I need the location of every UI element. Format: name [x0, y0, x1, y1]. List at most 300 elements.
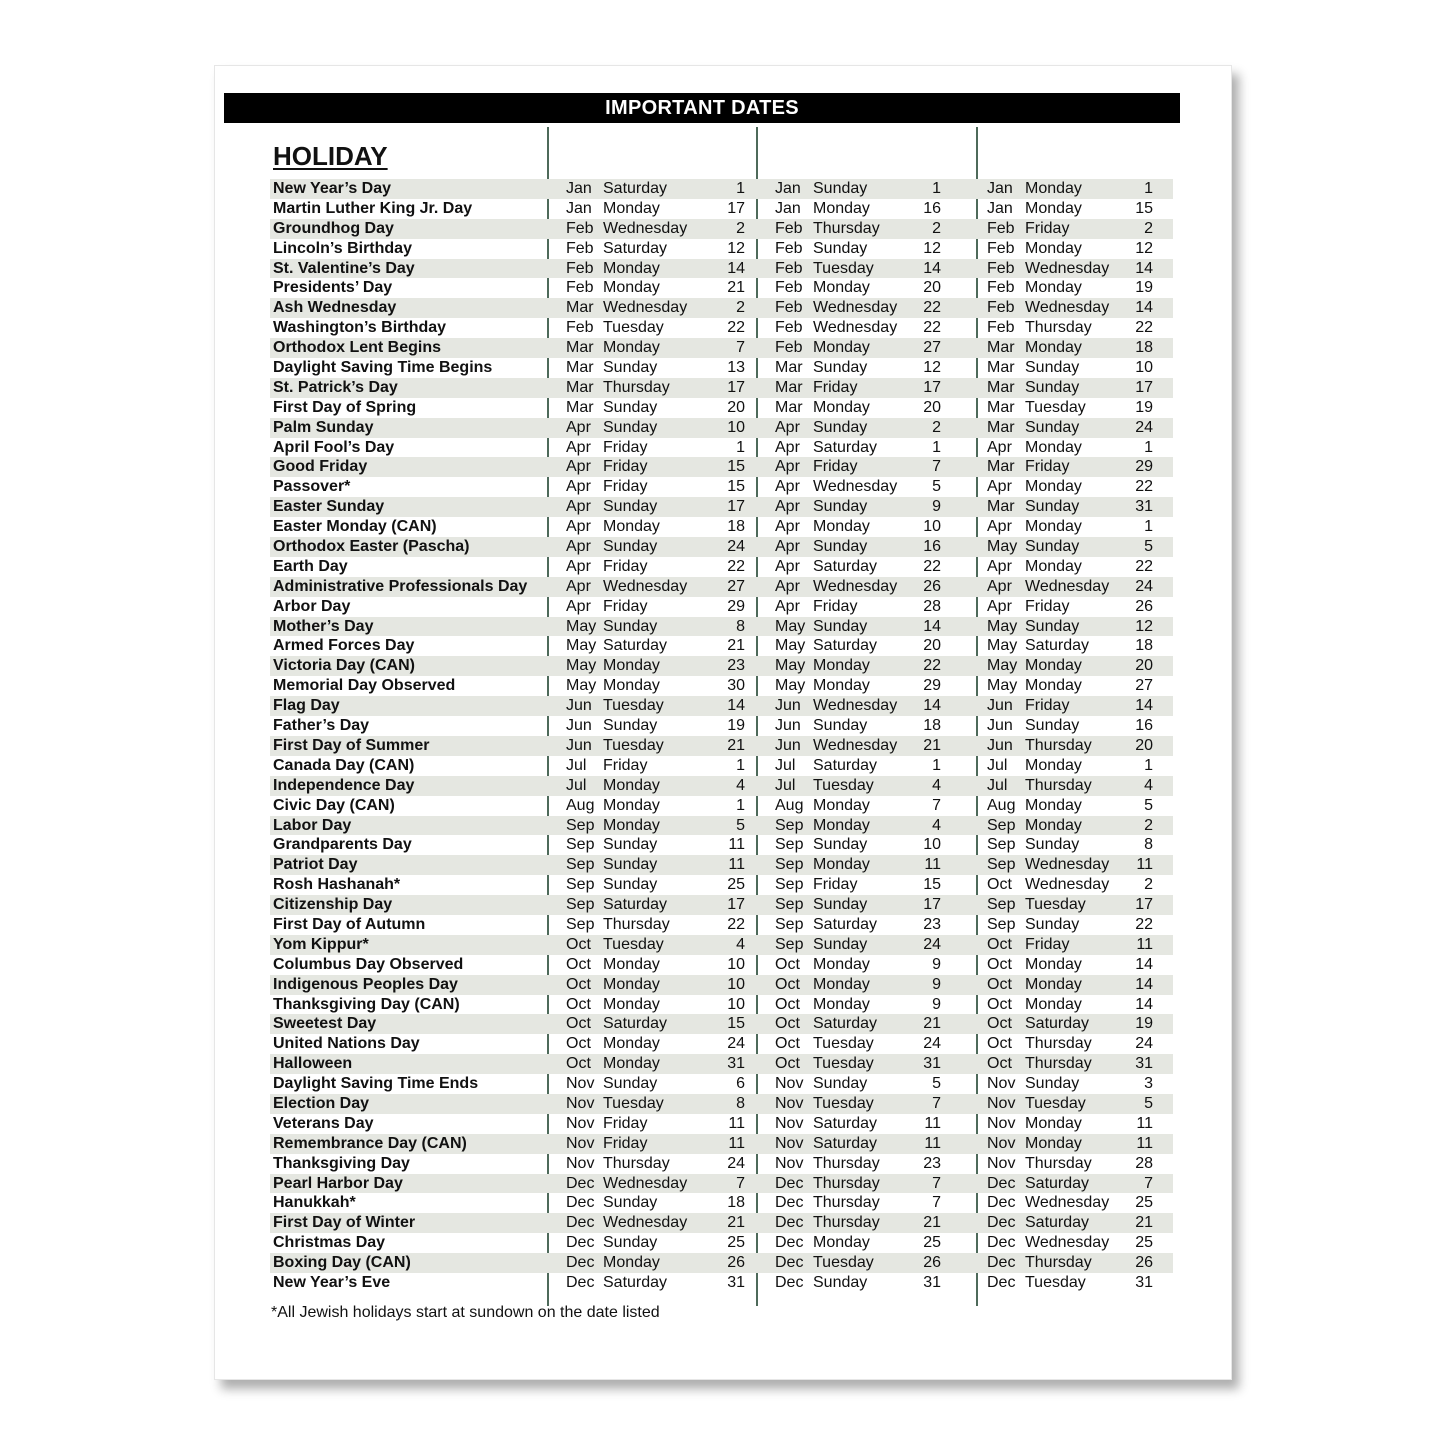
date-cell: 20	[923, 637, 941, 655]
date-cell: 17	[923, 896, 941, 914]
holiday-name: Civic Day (CAN)	[273, 796, 395, 814]
holiday-name: Lincoln’s Birthday	[273, 239, 412, 257]
holiday-name: Easter Monday (CAN)	[273, 518, 437, 536]
date-cell: 11	[728, 836, 745, 854]
date-cell: 1	[736, 180, 745, 197]
holiday-row	[0, 438, 1445, 458]
date-cell: 7	[932, 1174, 941, 1192]
date-cell: 12	[1135, 239, 1153, 257]
date-cell: 19	[1135, 1015, 1153, 1033]
weekday-cell: Wednesday	[813, 736, 898, 754]
holiday-name: Thanksgiving Day (CAN)	[273, 995, 460, 1013]
holiday-name: Veterans Day	[273, 1114, 374, 1132]
weekday-cell: Tuesday	[603, 697, 664, 715]
holiday-name: Thanksgiving Day	[273, 1154, 410, 1172]
holiday-name: Patriot Day	[273, 856, 358, 874]
weekday-cell: Wednesday	[813, 478, 898, 496]
month-cell: Mar	[566, 299, 594, 317]
weekday-cell: Tuesday	[1025, 896, 1086, 914]
month-cell: Sep	[987, 856, 1016, 874]
weekday-cell: Saturday	[1025, 637, 1090, 655]
weekday-cell: Sunday	[813, 1075, 868, 1093]
weekday-cell: Friday	[603, 458, 648, 476]
month-cell: Dec	[566, 1273, 595, 1291]
date-cell: 14	[1135, 697, 1153, 715]
weekday-cell: Monday	[813, 398, 870, 416]
holiday-name: Halloween	[273, 1055, 353, 1073]
holiday-name: Election Day	[273, 1094, 370, 1112]
weekday-cell: Sunday	[603, 498, 658, 516]
weekday-cell: Monday	[603, 518, 660, 536]
holiday-name: Earth Day	[273, 557, 348, 575]
weekday-cell: Saturday	[1025, 1214, 1090, 1232]
holiday-row	[0, 298, 1445, 318]
date-cell: 17	[727, 199, 745, 217]
date-cell: 12	[923, 359, 941, 377]
weekday-cell: Thursday	[813, 1154, 880, 1172]
weekday-cell: Wednesday	[813, 319, 898, 337]
date-cell: 25	[727, 1234, 745, 1252]
weekday-cell: Friday	[813, 458, 858, 476]
weekday-cell: Sunday	[603, 876, 658, 894]
date-cell: 27	[1135, 677, 1153, 695]
holiday-name: Palm Sunday	[273, 418, 374, 436]
weekday-cell: Monday	[603, 796, 660, 814]
weekday-cell: Wednesday	[1025, 259, 1110, 277]
holiday-name: Orthodox Lent Begins	[273, 339, 441, 357]
weekday-cell: Monday	[1025, 339, 1082, 357]
holiday-row	[0, 676, 1445, 696]
month-cell: Sep	[775, 836, 804, 854]
date-cell: 26	[923, 1254, 941, 1272]
month-cell: Sep	[987, 896, 1016, 914]
holiday-name: Canada Day (CAN)	[273, 756, 415, 774]
weekday-cell: Monday	[1025, 478, 1082, 496]
weekday-cell: Saturday	[603, 896, 668, 914]
date-cell: 29	[1135, 458, 1153, 476]
date-cell: 23	[727, 657, 745, 675]
date-cell: 14	[727, 697, 745, 715]
date-cell: 21	[727, 1214, 745, 1232]
weekday-cell: Sunday	[603, 617, 658, 635]
date-cell: 22	[923, 319, 941, 337]
weekday-cell: Monday	[603, 1254, 660, 1272]
month-cell: Dec	[987, 1174, 1016, 1192]
date-cell: 4	[932, 776, 941, 794]
month-cell: Nov	[566, 1075, 595, 1093]
month-cell: Dec	[775, 1273, 804, 1291]
date-cell: 29	[923, 677, 941, 695]
weekday-cell: Sunday	[1025, 538, 1080, 556]
month-cell: Oct	[987, 1055, 1012, 1073]
date-cell: 4	[736, 935, 745, 953]
weekday-cell: Saturday	[813, 557, 878, 575]
weekday-cell: Saturday	[813, 915, 878, 933]
month-cell: May	[775, 677, 806, 695]
holiday-row	[0, 975, 1445, 995]
weekday-cell: Monday	[603, 259, 660, 277]
weekday-cell: Tuesday	[813, 1035, 874, 1053]
date-cell: 11	[728, 1134, 745, 1152]
date-cell: 18	[1135, 637, 1153, 655]
weekday-cell: Sunday	[813, 359, 868, 377]
weekday-cell: Sunday	[603, 1234, 658, 1252]
date-cell: 2	[736, 299, 745, 317]
weekday-cell: Monday	[1025, 199, 1082, 217]
weekday-cell: Friday	[603, 597, 648, 615]
month-cell: Apr	[566, 577, 591, 595]
month-cell: Dec	[775, 1214, 804, 1232]
weekday-cell: Thursday	[1025, 1154, 1092, 1172]
month-cell: Sep	[775, 935, 804, 953]
holiday-name: First Day of Autumn	[273, 915, 426, 933]
date-cell: 24	[923, 1035, 941, 1053]
month-cell: Jul	[566, 776, 587, 794]
weekday-cell: Thursday	[1025, 1055, 1092, 1073]
weekday-cell: Thursday	[603, 1154, 670, 1172]
holiday-name: First Day of Winter	[273, 1214, 416, 1232]
holiday-name: Remembrance Day (CAN)	[273, 1134, 467, 1152]
weekday-cell: Sunday	[813, 836, 868, 854]
weekday-cell: Tuesday	[1025, 1094, 1086, 1112]
date-cell: 11	[924, 1114, 941, 1132]
holiday-name: Washington’s Birthday	[273, 319, 447, 337]
weekday-cell: Sunday	[603, 1075, 658, 1093]
month-cell: Jun	[987, 717, 1013, 735]
date-cell: 24	[727, 1035, 745, 1053]
month-cell: Oct	[987, 955, 1012, 973]
month-cell: Apr	[775, 498, 800, 516]
date-cell: 24	[923, 935, 941, 953]
holiday-name: Martin Luther King Jr. Day	[273, 199, 473, 217]
month-cell: Dec	[566, 1234, 595, 1252]
weekday-cell: Monday	[813, 955, 870, 973]
weekday-cell: Monday	[603, 677, 660, 695]
month-cell: Oct	[987, 1015, 1012, 1033]
weekday-cell: Sunday	[603, 359, 658, 377]
month-cell: Apr	[566, 557, 591, 575]
weekday-cell: Monday	[1025, 796, 1082, 814]
date-cell: 2	[736, 219, 745, 237]
date-cell: 25	[727, 876, 745, 894]
weekday-cell: Monday	[1025, 995, 1082, 1013]
month-cell: Nov	[775, 1094, 804, 1112]
weekday-cell: Sunday	[1025, 359, 1080, 377]
month-cell: Aug	[987, 796, 1016, 814]
weekday-cell: Tuesday	[603, 319, 664, 337]
month-cell: Feb	[775, 279, 803, 297]
weekday-cell: Monday	[603, 975, 660, 993]
date-cell: 14	[1135, 995, 1153, 1013]
date-cell: 15	[727, 478, 745, 496]
weekday-cell: Monday	[603, 657, 660, 675]
month-cell: Sep	[566, 896, 595, 914]
holiday-row	[0, 1094, 1445, 1114]
month-cell: Mar	[566, 378, 594, 396]
month-cell: Feb	[775, 259, 803, 277]
date-cell: 7	[932, 458, 941, 476]
month-cell: Aug	[775, 796, 804, 814]
month-cell: May	[566, 657, 597, 675]
date-cell: 5	[736, 816, 745, 834]
date-cell: 17	[727, 378, 745, 396]
holiday-name: Columbus Day Observed	[273, 955, 464, 973]
holiday-row	[0, 378, 1445, 398]
weekday-cell: Thursday	[603, 915, 670, 933]
month-cell: May	[987, 617, 1018, 635]
weekday-cell: Thursday	[813, 1194, 880, 1212]
holiday-name: Ash Wednesday	[273, 299, 397, 317]
weekday-cell: Monday	[1025, 557, 1082, 575]
month-cell: Dec	[566, 1174, 595, 1192]
holiday-row	[0, 895, 1445, 915]
date-cell: 24	[1135, 577, 1153, 595]
holiday-row	[0, 696, 1445, 716]
month-cell: Feb	[775, 319, 803, 337]
month-cell: Apr	[775, 538, 800, 556]
date-cell: 10	[727, 975, 745, 993]
month-cell: Oct	[987, 995, 1012, 1013]
weekday-cell: Monday	[813, 199, 870, 217]
month-cell: Aug	[566, 796, 595, 814]
holiday-heading: HOLIDAY	[273, 141, 388, 171]
date-cell: 14	[1135, 975, 1153, 993]
month-cell: Oct	[566, 975, 591, 993]
weekday-cell: Saturday	[1025, 1174, 1090, 1192]
holiday-name: Victoria Day (CAN)	[273, 657, 415, 675]
holiday-row	[0, 736, 1445, 756]
date-cell: 24	[1135, 418, 1153, 436]
date-cell: 1	[736, 756, 745, 774]
weekday-cell: Tuesday	[1025, 398, 1086, 416]
weekday-cell: Friday	[813, 876, 858, 894]
date-cell: 15	[727, 458, 745, 476]
date-cell: 5	[1144, 538, 1153, 556]
weekday-cell: Monday	[813, 657, 870, 675]
month-cell: Apr	[775, 418, 800, 436]
month-cell: May	[987, 677, 1018, 695]
date-cell: 24	[727, 538, 745, 556]
month-cell: Feb	[775, 239, 803, 257]
holiday-name: Sweetest Day	[273, 1015, 377, 1033]
month-cell: Sep	[775, 915, 804, 933]
weekday-cell: Monday	[813, 796, 870, 814]
weekday-cell: Sunday	[813, 717, 868, 735]
month-cell: Dec	[775, 1174, 804, 1192]
date-cell: 10	[727, 955, 745, 973]
weekday-cell: Thursday	[1025, 736, 1092, 754]
weekday-cell: Sunday	[1025, 717, 1080, 735]
weekday-cell: Sunday	[603, 836, 658, 854]
holiday-row	[0, 716, 1445, 736]
month-cell: Dec	[987, 1214, 1016, 1232]
holiday-name: Independence Day	[273, 776, 415, 794]
weekday-cell: Saturday	[813, 1114, 878, 1132]
date-cell: 13	[727, 359, 745, 377]
date-cell: 22	[1135, 915, 1153, 933]
holiday-name: New Year’s Day	[273, 180, 392, 197]
holiday-name: Arbor Day	[273, 597, 351, 615]
holiday-name: Daylight Saving Time Begins	[273, 359, 493, 377]
date-cell: 9	[932, 498, 941, 516]
month-cell: Feb	[987, 299, 1015, 317]
month-cell: May	[987, 657, 1018, 675]
month-cell: Apr	[566, 597, 591, 615]
month-cell: Mar	[987, 339, 1015, 357]
date-cell: 31	[1135, 498, 1153, 516]
weekday-cell: Saturday	[603, 239, 668, 257]
weekday-cell: Wednesday	[813, 577, 898, 595]
date-cell: 29	[727, 597, 745, 615]
holiday-name: Good Friday	[273, 458, 368, 476]
month-cell: May	[775, 637, 806, 655]
holiday-row	[0, 617, 1445, 637]
date-cell: 21	[923, 1015, 941, 1033]
weekday-cell: Wednesday	[813, 697, 898, 715]
weekday-cell: Wednesday	[1025, 1234, 1110, 1252]
month-cell: Mar	[987, 498, 1015, 516]
weekday-cell: Friday	[1025, 697, 1070, 715]
date-cell: 22	[727, 557, 745, 575]
month-cell: Apr	[566, 518, 591, 536]
holiday-name: United Nations Day	[273, 1035, 420, 1053]
month-cell: Mar	[775, 398, 803, 416]
month-cell: Nov	[775, 1114, 804, 1132]
date-cell: 2	[1144, 219, 1153, 237]
holiday-name: Presidents’ Day	[273, 279, 393, 297]
holiday-name: Mother’s Day	[273, 617, 374, 635]
weekday-cell: Saturday	[603, 180, 668, 197]
month-cell: Dec	[987, 1194, 1016, 1212]
weekday-cell: Saturday	[813, 637, 878, 655]
holiday-row	[0, 796, 1445, 816]
month-cell: Feb	[566, 279, 594, 297]
holiday-row	[0, 935, 1445, 955]
holiday-name: New Year’s Eve	[273, 1273, 391, 1291]
weekday-cell: Monday	[603, 279, 660, 297]
month-cell: Oct	[987, 935, 1012, 953]
date-cell: 14	[1135, 299, 1153, 317]
date-cell: 11	[1136, 935, 1153, 953]
weekday-cell: Tuesday	[813, 259, 874, 277]
holiday-row	[0, 537, 1445, 557]
month-cell: Mar	[566, 398, 594, 416]
holiday-row	[0, 1193, 1445, 1213]
month-cell: Oct	[566, 1055, 591, 1073]
month-cell: Dec	[775, 1234, 804, 1252]
month-cell: May	[566, 637, 597, 655]
month-cell: Mar	[987, 378, 1015, 396]
date-cell: 20	[923, 279, 941, 297]
date-cell: 7	[1144, 1174, 1153, 1192]
weekday-cell: Thursday	[603, 378, 670, 396]
date-cell: 2	[1144, 816, 1153, 834]
date-cell: 4	[1144, 776, 1153, 794]
weekday-cell: Sunday	[813, 617, 868, 635]
month-cell: Oct	[775, 1015, 800, 1033]
month-cell: May	[566, 677, 597, 695]
weekday-cell: Sunday	[1025, 617, 1080, 635]
date-cell: 31	[727, 1273, 745, 1291]
weekday-cell: Monday	[603, 995, 660, 1013]
month-cell: Sep	[566, 836, 595, 854]
month-cell: Oct	[775, 955, 800, 973]
holiday-row	[0, 915, 1445, 935]
date-cell: 21	[923, 1214, 941, 1232]
weekday-cell: Monday	[1025, 1134, 1082, 1152]
month-cell: Mar	[566, 359, 594, 377]
month-cell: Sep	[775, 856, 804, 874]
date-cell: 10	[923, 518, 941, 536]
weekday-cell: Tuesday	[813, 1094, 874, 1112]
holiday-row	[0, 816, 1445, 836]
weekday-cell: Monday	[603, 1035, 660, 1053]
holiday-row	[0, 1034, 1445, 1054]
date-cell: 21	[923, 736, 941, 754]
date-cell: 1	[1144, 180, 1153, 197]
date-cell: 20	[1135, 736, 1153, 754]
month-cell: Oct	[566, 1015, 591, 1033]
month-cell: Dec	[566, 1214, 595, 1232]
date-cell: 14	[727, 259, 745, 277]
holiday-row	[0, 597, 1445, 617]
date-cell: 15	[727, 1015, 745, 1033]
weekday-cell: Sunday	[603, 538, 658, 556]
month-cell: Feb	[987, 319, 1015, 337]
date-cell: 11	[1136, 856, 1153, 874]
month-cell: Apr	[987, 597, 1012, 615]
date-cell: 12	[923, 239, 941, 257]
date-cell: 1	[736, 438, 745, 456]
weekday-cell: Monday	[603, 339, 660, 357]
month-cell: Jul	[987, 776, 1008, 794]
date-cell: 9	[932, 955, 941, 973]
weekday-cell: Thursday	[813, 1174, 880, 1192]
date-cell: 9	[932, 975, 941, 993]
date-cell: 6	[736, 1075, 745, 1093]
weekday-cell: Tuesday	[813, 1055, 874, 1073]
month-cell: Apr	[987, 577, 1012, 595]
month-cell: Apr	[987, 438, 1012, 456]
month-cell: Sep	[775, 876, 804, 894]
weekday-cell: Friday	[603, 557, 648, 575]
weekday-cell: Monday	[603, 816, 660, 834]
month-cell: Sep	[987, 915, 1016, 933]
date-cell: 11	[1136, 1114, 1153, 1132]
month-cell: Nov	[987, 1154, 1016, 1172]
month-cell: Jul	[987, 756, 1008, 774]
month-cell: Nov	[566, 1094, 595, 1112]
weekday-cell: Friday	[603, 478, 648, 496]
month-cell: Jan	[566, 180, 592, 197]
weekday-cell: Tuesday	[603, 935, 664, 953]
month-cell: Nov	[987, 1114, 1016, 1132]
month-cell: Jun	[987, 736, 1013, 754]
month-cell: Apr	[775, 518, 800, 536]
date-cell: 20	[727, 398, 745, 416]
weekday-cell: Saturday	[813, 1134, 878, 1152]
weekday-cell: Tuesday	[813, 1254, 874, 1272]
holiday-row	[0, 517, 1445, 537]
holiday-name: First Day of Summer	[273, 736, 430, 754]
date-cell: 19	[727, 717, 745, 735]
weekday-cell: Sunday	[1025, 915, 1080, 933]
month-cell: Nov	[987, 1094, 1016, 1112]
weekday-cell: Friday	[813, 378, 858, 396]
date-cell: 22	[1135, 478, 1153, 496]
date-cell: 10	[1135, 359, 1153, 377]
date-cell: 7	[736, 1174, 745, 1192]
